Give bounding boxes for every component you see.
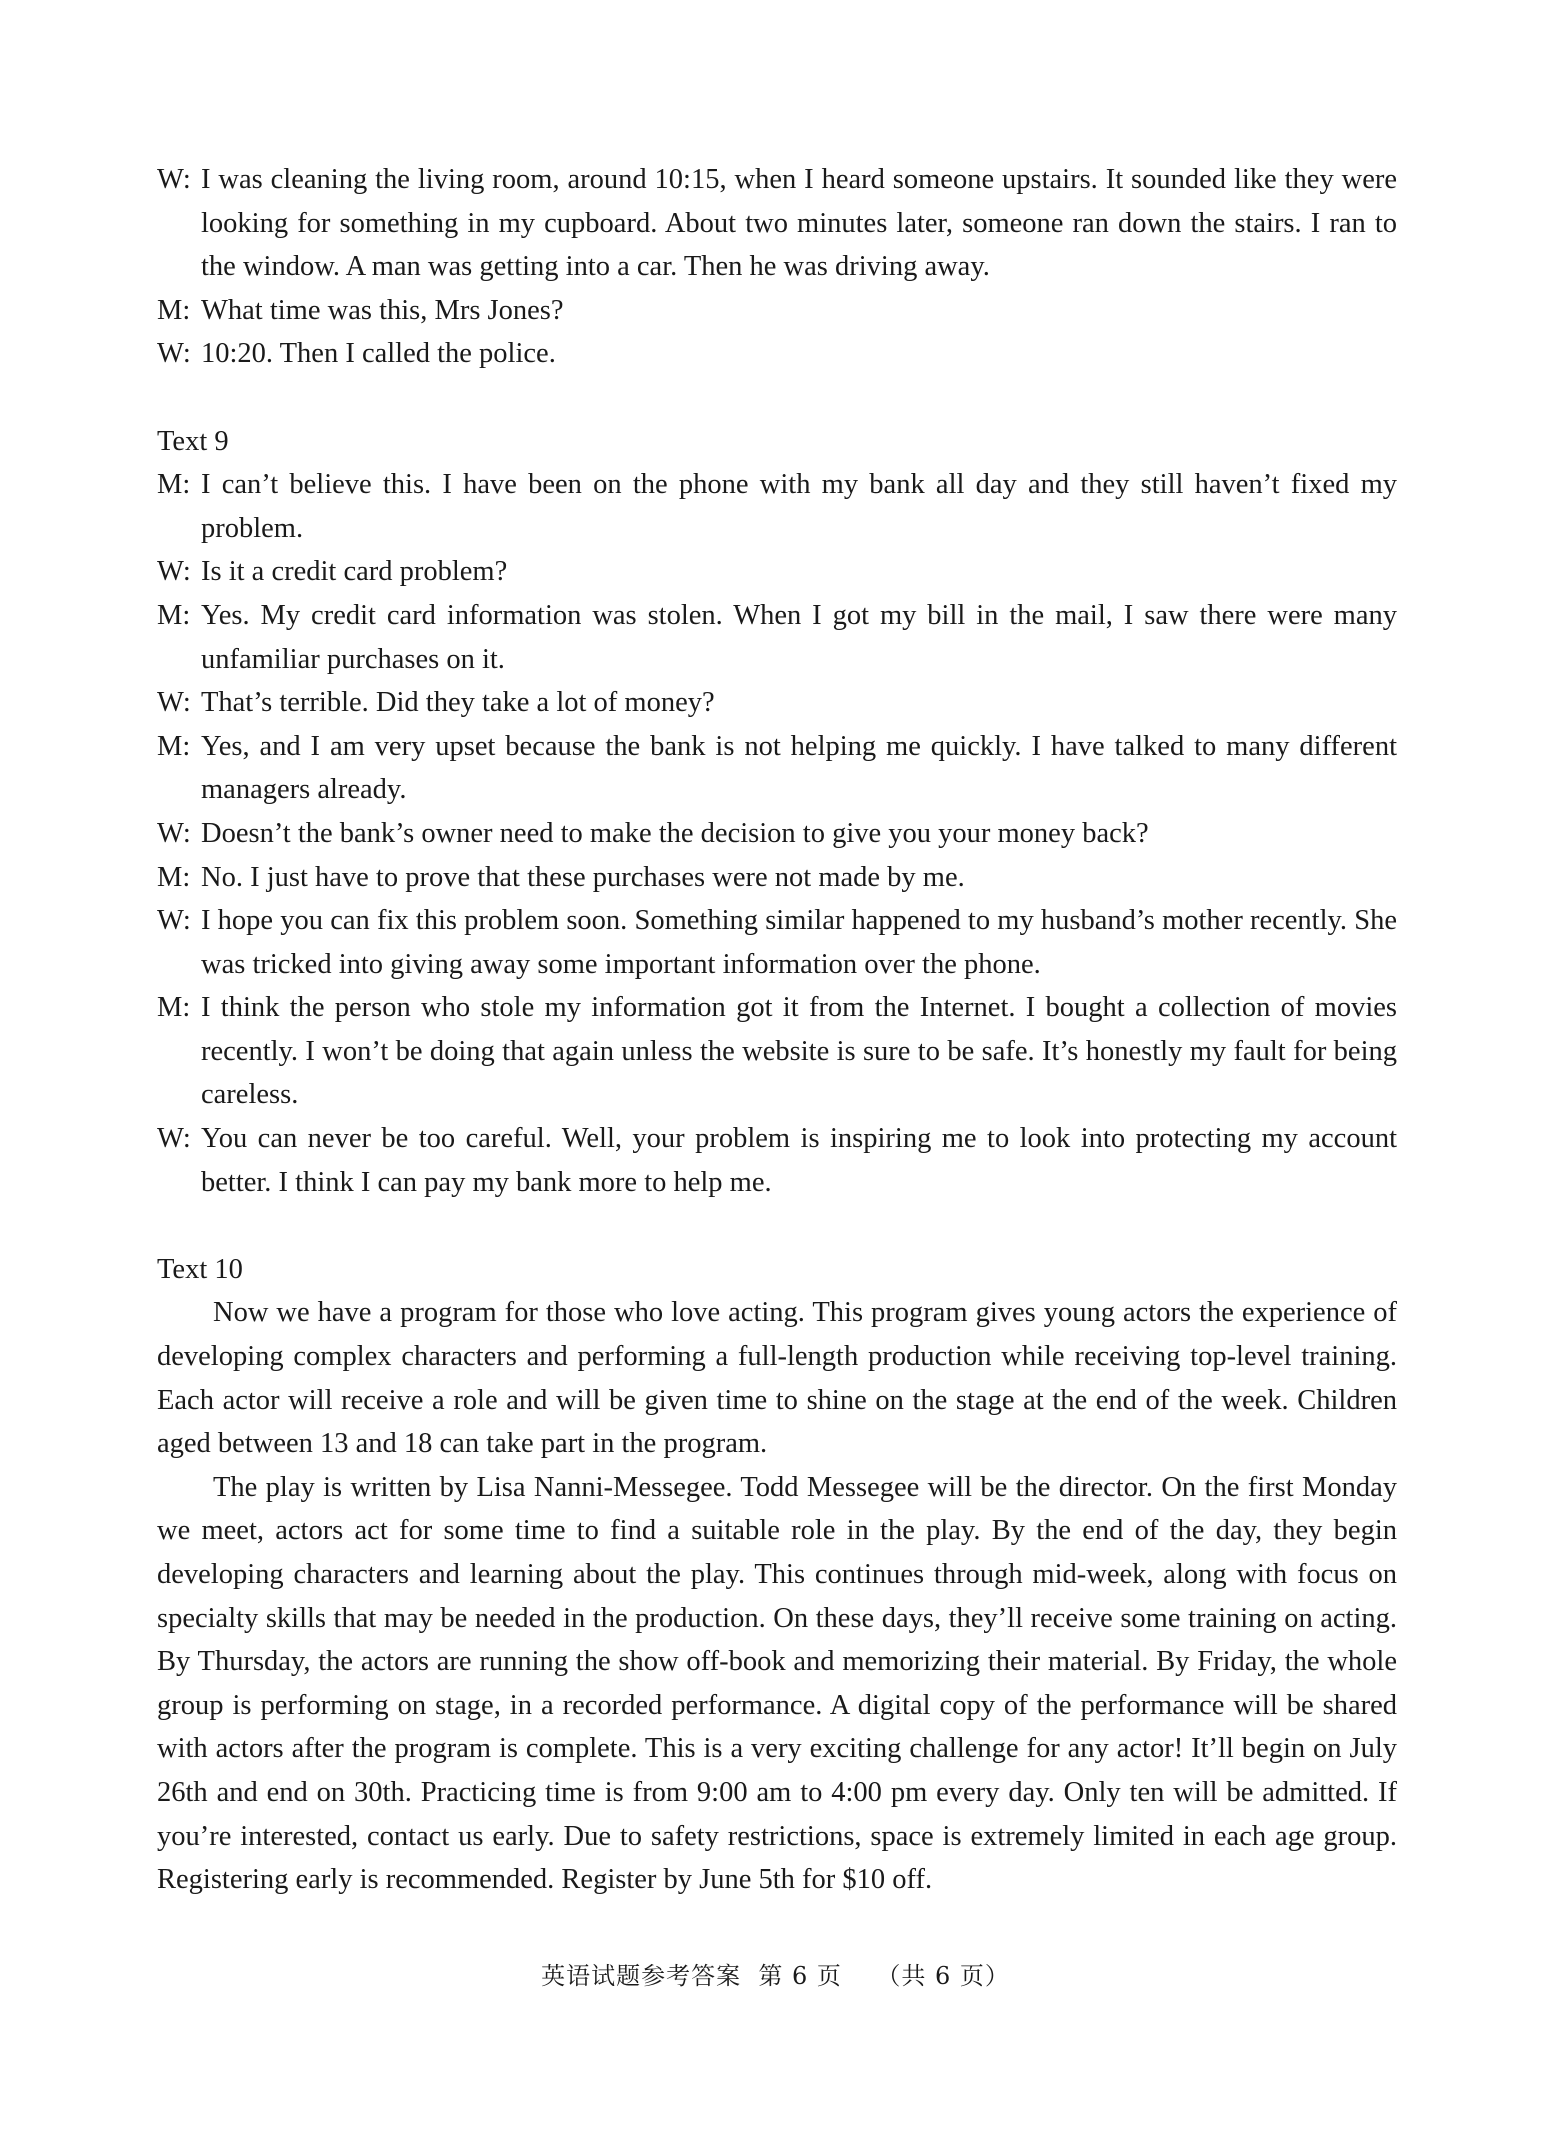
dialogue-line: [157, 332, 1397, 376]
paragraph: The play is written by Lisa Nanni-Messegee. Todd Messegee will be the director. On the first Monday we meet, actors act for some time to find a suitable role in the play. By the end of the day, they begin developing characters and learning about the play. This continues through mid-week, along with focus on specialty skills that may be needed in the production. On these days, they’ll receive some training on acting. By Thursday, the actors are running the show off-book and memorizing their material. By Friday, the whole group is performing on stage, in a recorded performance. A digital copy of the performance will be shared with actors after the program is complete. This is a very exciting challenge for any actor! It’ll begin on July 26th and end on 30th. Practicing time is from 9:00 am to 4:00 pm every day. Only ten will be admitted. If you’re interested, contact us early. Due to safety restrictions, space is extremely limited in each age group. Registering early is recommended. Register by June 5th for $10 off.: [157, 1471, 1397, 1896]
speaker-label: W:: [157, 687, 191, 719]
footer-page-total: （共 6 页）: [876, 1962, 1010, 1990]
section-heading: Text 9: [157, 425, 229, 457]
dialogue-text: What time was this, Mrs Jones?: [201, 294, 564, 326]
speaker-label: W:: [157, 556, 191, 588]
speaker-label: M:: [157, 861, 191, 893]
speaker-label: W:: [157, 338, 191, 370]
dialogue-text: Yes. My credit card information was stolen. When I got my bill in the mail, I saw there were many unfamiliar purchases on it.: [201, 599, 1397, 675]
dialogue-line: [157, 681, 1397, 725]
dialogue-line: [157, 899, 1397, 986]
speaker-label: M:: [157, 599, 191, 631]
speaker-label: W:: [157, 905, 191, 937]
dialogue-text: That’s terrible. Did they take a lot of money?: [201, 687, 715, 719]
text8-dialogue: [157, 158, 1397, 376]
speaker-label: M:: [157, 469, 191, 501]
dialogue-text: Doesn’t the bank’s owner need to make the decision to give you your money back?: [201, 817, 1149, 849]
dialogue-line: [157, 1117, 1397, 1204]
dialogue-line: [157, 594, 1397, 681]
dialogue-line: [157, 986, 1397, 1117]
speaker-label: M:: [157, 730, 191, 762]
spacer: [157, 376, 1397, 420]
speaker-label: M:: [157, 992, 191, 1024]
text9-section: [157, 420, 1397, 1205]
dialogue-text: No. I just have to prove that these purchases were not made by me.: [201, 861, 965, 893]
footer-page-number: 第 6 页: [758, 1962, 842, 1990]
dialogue-text: I think the person who stole my information got it from the Internet. I bought a collection of movies recently. I won’t be doing that again unless the website is sure to be safe. It’s honestly my fault for being careless.: [201, 992, 1397, 1111]
dialogue-line: [157, 725, 1397, 812]
dialogue-line: [157, 812, 1397, 856]
dialogue-line: [157, 856, 1397, 900]
dialogue-text: 10:20. Then I called the police.: [201, 338, 556, 370]
dialogue-line: [157, 289, 1397, 333]
spacer: [157, 1204, 1397, 1248]
dialogue-line: [157, 463, 1397, 550]
dialogue-line: [157, 158, 1397, 289]
document-body: [157, 158, 1397, 1902]
footer-title: 英语试题参考答案: [541, 1962, 742, 1990]
speaker-label: W:: [157, 1123, 191, 1155]
dialogue-line: [157, 550, 1397, 594]
section-heading: Text 10: [157, 1253, 243, 1285]
speaker-label: M:: [157, 294, 191, 326]
dialogue-text: I can’t believe this. I have been on the phone with my bank all day and they still haven’t fixed my problem.: [201, 469, 1397, 544]
speaker-label: W:: [157, 164, 191, 195]
dialogue-text: Yes, and I am very upset because the bank is not helping me quickly. I have talked to many different managers already.: [201, 730, 1397, 806]
speaker-label: W:: [157, 817, 191, 849]
paragraph: Now we have a program for those who love acting. This program gives young actors the experience of developing complex characters and performing a full-length production while receiving top-level training. Each actor will receive a role and will be given time to shine on the stage at the end of the week. Children aged between 13 and 18 can take part in the program.: [157, 1297, 1397, 1460]
dialogue-text: I hope you can fix this problem soon. Something similar happened to my husband’s mother recently. She was tricked into giving away some important information over the phone.: [201, 905, 1397, 980]
text10-section: [157, 1248, 1397, 1902]
dialogue-text: You can never be too careful. Well, your problem is inspiring me to look into protecting my account better. I think I can pay my bank more to help me.: [201, 1123, 1397, 1198]
page-footer: [0, 1956, 1551, 1991]
dialogue-text: I was cleaning the living room, around 10:15, when I heard someone upstairs. It sounded like they were looking for something in my cupboard. About two minutes later, someone ran down the stairs. I ran to the window. A man was getting into a car. Then he was driving away.: [201, 164, 1397, 283]
dialogue-text: Is it a credit card problem?: [201, 556, 508, 588]
